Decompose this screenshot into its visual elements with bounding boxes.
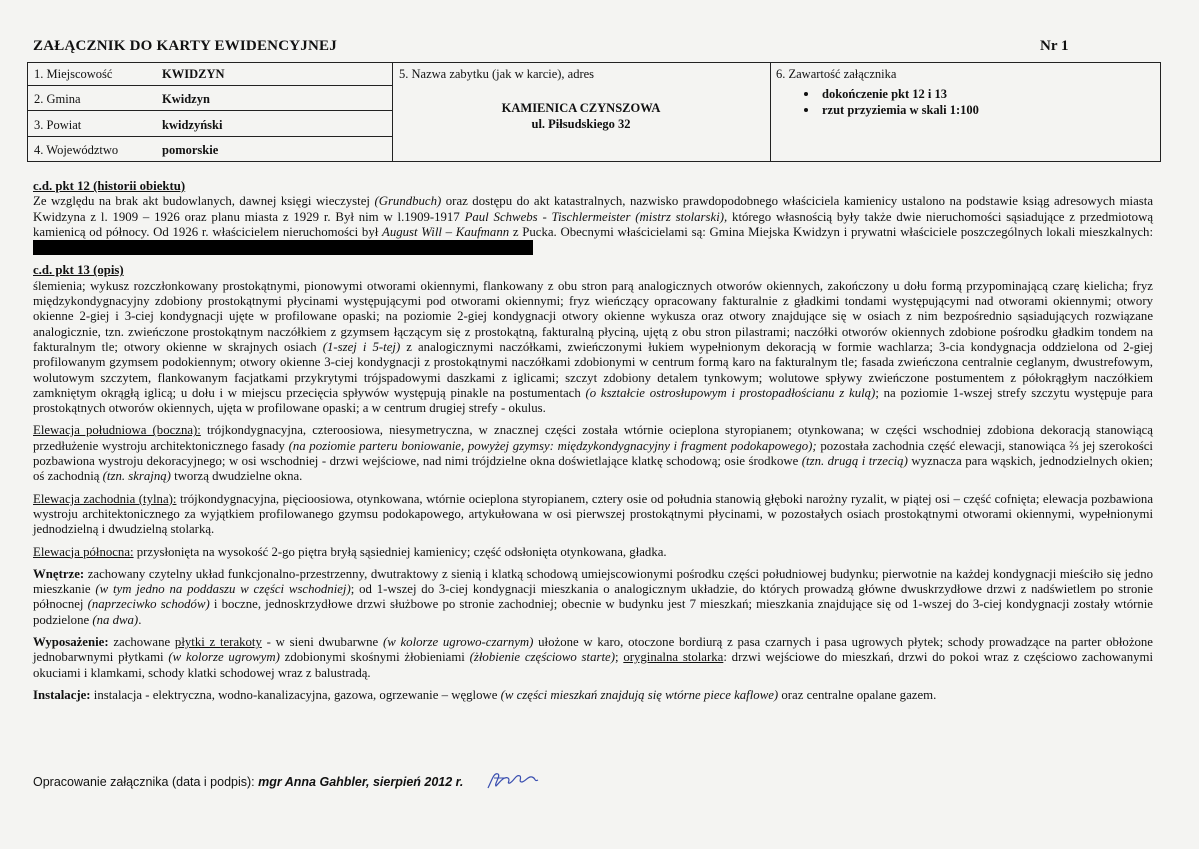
table-divider <box>392 63 393 161</box>
document-title: ZAŁĄCZNIK DO KARTY EWIDENCYJNEJ <box>33 38 337 54</box>
history-heading: c.d. pkt 12 (historii obiektu) <box>33 179 186 193</box>
powiat-value: kwidzyński <box>162 118 223 132</box>
installations-heading: Instalacje: <box>33 687 91 702</box>
table-divider <box>770 63 771 161</box>
signature-icon <box>484 768 544 792</box>
info-table <box>27 62 1161 162</box>
powiat-label: 3. Powiat <box>34 118 82 132</box>
north-elevation-heading: Elewacja północna: <box>33 544 134 559</box>
document-body <box>33 179 1153 710</box>
description-heading: c.d. pkt 13 (opis) <box>33 263 124 278</box>
south-elevation-heading: Elewacja południowa (boczna): <box>33 423 201 438</box>
north-elevation-section: Elewacja północna: przysłonięta na wysokość 2-go piętra bryłą sąsiedniej kamienicy; część odsłonięta otynkowana, gładka. <box>33 544 667 559</box>
attachment-label: 6. Zawartość załącznika <box>776 67 897 81</box>
history-section: c.d. pkt 12 (historii obiektu) Ze względu na brak akt budowlanych, dawnej księgi wieczystej (Grundbuch) oraz dostępu do akt katastralnych, nazwisko prawdopodobnego właściciela kamienicy ustalono na podstawie ksiąg adresowych miasta Kwidzyna z l. 1909 – 1926 oraz planu miasta z 1929 r. Był nim w l.1909-1917 Paul Schwebs - Tischlermeister (mistrz stolarski), którego własnością były także dwie nieruchomości sąsiadujące z przedmiotową kamienicą od północy. Od 1926 r. właścicielem nieruchomości był August Will – Kaufmann z Pucka. Obecnymi właścicielami są: Gmina Miejska Kwidzyn i prywatni właściciele poszczególnych lokali mieszkalnych: <box>33 179 1153 256</box>
gmina-value: Kwidzyn <box>162 92 210 106</box>
footer <box>33 775 463 789</box>
west-elevation-heading: Elewacja zachodnia (tylna): <box>33 491 177 506</box>
footer-label: Opracowanie załącznika (data i podpis): <box>33 775 255 789</box>
interior-heading: Wnętrze: <box>33 566 85 581</box>
wojewodztwo-label: 4. Województwo <box>34 143 119 157</box>
attachment-item: rzut przyziemia w skali 1:100 <box>798 103 979 118</box>
monument-label: 5. Nazwa zabytku (jak w karcie), adres <box>399 67 595 81</box>
description-section: c.d. pkt 13 (opis) ślemienia; wykusz rozczłonkowany prostokątnymi, pionowymi otworami okiennymi, flankowany z obu stron parą analogicznych otworów okiennych, zakończony u dołu formą przypominającą czarę kielicha; fryz międzykondygnacyjny zdobiony prostokątnymi płycinami występującymi pod otworami okiennymi; fryz wieńczący opracowany fakturalnie z gładkimi tondami występującymi nad otworami okiennymi; otwory okienne 2-giej i 3-ciej kondygnacji ujęte w profilowane opaski; na poziomie 2-giej kondygnacji otwory okienne wykusza oraz otwory znajdujące się w osiach z nim bezpośrednio sąsiadujących rozwiązane analogicznie, tzn. zwieńczone prostokątnym naczółkiem z gzymsem łączącym się z prostokątną, fakturalną płyciną, ujętą z obu stron pilastrami; naczółki otworów okiennych zdobione pośrodku gładkim tondem na fakturalnym tle; otwory okienne w skrajnych osiach (1-szej i 5-tej) z analogicznymi naczółkami, zwieńczonymi łukiem wypełnionym dekoracją w formie wachlarza; 3-cia kondygnacja oddzielona od 2-giej profilowanym gzymsem podokiennym; otwory okienne 3-ciej kondygnacji z prostokątnymi naczółkami zdobionymi w centrum formą karo na fakturalnym tle; fasada zwieńczona centralnie ceglanym, dwustrefowym, wolutowym szczytem, flankowanym facjatkami przykrytymi trójspadowymi daszkami z iglicami; szczyt zdobiony detalem tynkowym; wolutowe spływy zwieńczone postumentem z półokrągłym naczółkiem zamkniętym okrągłą iglicą; u dołu i w miejscu przecięcia spływów występują pinakle na postumentach (o kształcie ostrosłupowym i prostopadłościanu z kulą); na poziomie 1-wszej strefy szczytu występuje para prostokątnych otworów okiennych, ujęta w profilowane opaski; a w centrum drugiej strefy - okulus. <box>33 263 1153 416</box>
miejscowosc-label: 1. Miejscowość <box>34 67 113 81</box>
redaction-bar <box>33 240 533 255</box>
gmina-label: 2. Gmina <box>34 92 81 106</box>
table-row-divider <box>28 85 392 86</box>
equipment-heading: Wyposażenie: <box>33 635 109 650</box>
miejscowosc-value: KWIDZYN <box>162 67 225 81</box>
south-elevation-section: Elewacja południowa (boczna): trójkondygnacyjna, czteroosiowa, niesymetryczna, w znacznej części została wtórnie ocieplona styropianem; otynkowana; w części wschodniej zdobiona dekoracją stanowiącą przedłużenie wystroju architektonicznego fasady (na poziomie parteru boniowanie, powyżej gzymsy: międzykondygnacyjny i fragment podokapowego); pozostała zachodnia część elewacji, stanowiąca ⅔ jej szerokości pozbawiona wystroju dekoracyjnego; w osi wschodniej - drzwi wejściowe, nad nimi trójdzielne okna doświetlające klatkę schodową; osie środkowe (tzn. drugą i trzecią) wyznacza para wąskich, jednodzielnych okien; oś zachodnią (tzn. skrajną) tworzą dwudzielne okna. <box>33 423 1154 484</box>
wojewodztwo-value: pomorskie <box>162 143 219 157</box>
monument-address: ul. Piłsudskiego 32 <box>531 117 631 131</box>
attachment-number: Nr 1 <box>1040 38 1069 54</box>
table-row-divider <box>28 110 392 111</box>
bullet-icon <box>804 92 808 96</box>
footer-author: mgr Anna Gahbler, sierpień 2012 r. <box>258 775 464 789</box>
attachment-item: dokończenie pkt 12 i 13 <box>798 87 947 102</box>
interior-section: Wnętrze: zachowany czytelny układ funkcjonalno-przestrzenny, dwutraktowy z sienią i klatką schodową umiejscowionymi pośrodku części południowej budynku; pierwotnie na każdej kondygnacji mieściło się jedno mieszkanie (w tym jedno na poddaszu w części wschodniej); od 1-wszej do 3-ciej kondygnacji mieszkania o analogicznym układzie, do których prowadzą główne dwuskrzydłowe drzwi z nadświetlem po stronie północnej (naprzeciwko schodów) i boczne, jednoskrzydłowe drzwi służbowe po stronie zachodniej; obecnie w budynku jest 7 mieszkań; mieszkania znajdujące się od 1-wszej do 3-ciej kondygnacji zostały wtórnie podzielone (na dwa). <box>33 566 1153 627</box>
table-row-divider <box>28 136 392 137</box>
west-elevation-section: Elewacja zachodnia (tylna): trójkondygnacyjna, pięcioosiowa, otynkowana, wtórnie ocieplona styropianem, cztery osie od południa stanowią głęboki narożny ryzalit, w piątej osi – część cofnięta; elewacja pozbawiona wystroju architektonicznego za wyjątkiem profilowanego gzymsu podokapowego, artykułowana w osi pierwszej prostokątnymi płycinami, w pozostałych osiach prostokątnymi otworami okiennymi, wypełnionymi jednodzielną i dwudzielną stolarką. <box>33 491 1153 537</box>
monument-name: KAMIENICA CZYNSZOWA <box>501 101 661 115</box>
installations-section: Instalacje: instalacja - elektryczna, wodno-kanalizacyjna, gazowa, ogrzewanie – węglowe (w części mieszkań znajdują się wtórne piece kaflowe) oraz centralne opalane gazem. <box>33 687 937 702</box>
equipment-section: Wyposażenie: zachowane płytki z terakoty - w sieni dwubarwne (w kolorze ugrowo-czarnym) ułożone w karo, otoczone bordiurą z pasa czarnych i pasa ugrowych płytek; schody prowadzące na parter obłożone jednobarwnymi płytkami (w kolorze ugrowym) zdobionymi skośnymi żłobieniami (żłobienie częściowo starte); oryginalna stolarka: drzwi wejściowe do mieszkań, drzwi do pokoi wraz z częściowo zachowanymi okuciami i klamkami, schody klatki schodowej wraz z balustradą. <box>33 635 1154 680</box>
bullet-icon <box>804 108 808 112</box>
